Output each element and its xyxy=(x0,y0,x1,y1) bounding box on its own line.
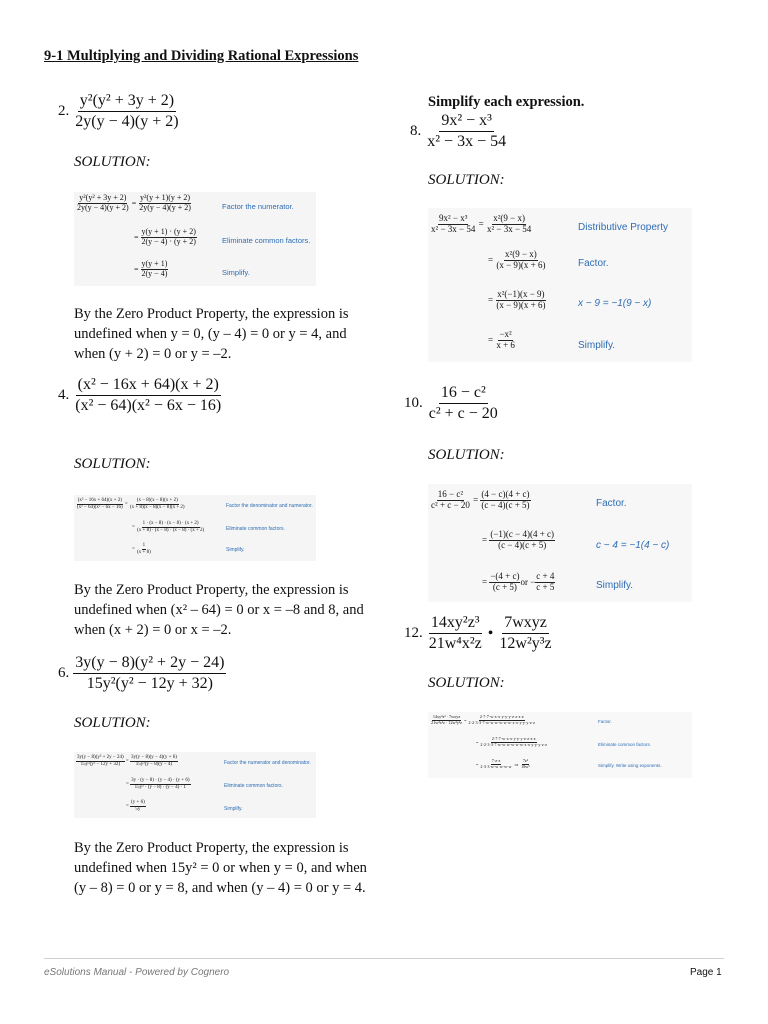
step-rhs-num: x²(9 − x) xyxy=(505,249,537,259)
problem-number: 2. xyxy=(58,103,70,120)
problem-number: 8. xyxy=(410,123,422,140)
step-note: Factor the numerator. xyxy=(222,202,294,211)
step-rhs-num: y(y + 1) · (y + 2) xyxy=(141,227,196,236)
step-rhs-den: (x + 8) · (x − 8) · (x − 8) · (x + 2) xyxy=(137,527,205,533)
step-note: Eliminate common factors. xyxy=(598,742,652,747)
solution-label: SOLUTION: xyxy=(74,715,151,731)
step-rhs-num: 2·7·7·w·x·x·y·y·y·z·z·z·z xyxy=(491,736,536,741)
page-title: 9-1 Multiplying and Dividing Rational Expressions xyxy=(44,48,359,64)
solution-steps: $\frac{\text{16 − c²}}{\text{c² + c − 20}}$ = $\frac{(4 - c)(4 + c)}{(c - 4)(c + 5)}$ = $\frac{(-1)(c - 4)(4 + c)}{(c - 4)(c + 5)}$ = $\frac{-(4 + c)}{(c + 5)}$ or − $\frac{c + 4}{c + 5}$ Factor. c − 4 = −1(4 − c) Simplify. xyxy=(428,484,692,602)
step-rhs-num: −(4 + c) xyxy=(490,571,520,581)
step-note: Simplify. xyxy=(226,547,245,553)
step-rhs-num: −x² xyxy=(499,329,512,339)
step-rhs-num: y(y + 1) xyxy=(141,259,168,268)
problem-8 xyxy=(410,112,508,152)
denominator: 2y(y − 4)(y + 2) xyxy=(75,113,179,131)
step-rhs-num: 3y(y − 8)(y − 4)(y + 6) xyxy=(130,755,177,760)
step-rhs-num: x²(9 − x) xyxy=(493,213,525,223)
problem-6 xyxy=(58,654,226,694)
step-note: Eliminate common factors. xyxy=(226,526,285,532)
step-rhs-num: 2·7·7·w·x·x·y·y·y·z·z·z·z xyxy=(479,714,524,719)
step-note: Eliminate common factors. xyxy=(222,236,311,245)
step-note: Factor. xyxy=(598,719,612,724)
explanation: By the Zero Product Property, the expression is undefined when y = 0, (y – 4) = 0 or y = 4, and when (y + 2) = 0 or y = –2. xyxy=(74,306,349,362)
step-rhs-den: (c − 4)(c + 5) xyxy=(481,499,530,510)
solution-label: SOLUTION: xyxy=(74,456,151,472)
step-note: c − 4 = −1(4 − c) xyxy=(596,540,670,551)
step-rhs-num: y²(y + 1)(y + 2) xyxy=(140,193,191,202)
step-rhs-den: (x − 9)(x + 6) xyxy=(496,259,546,270)
step-lhs-num: (x² − 16x + 64)(x + 2) xyxy=(77,498,122,503)
denominator: 12w²y³z xyxy=(499,635,552,653)
step-rhs-num: (4 − c)(4 + c) xyxy=(481,489,530,499)
step-note: Factor. xyxy=(578,258,609,269)
denominator: c² + c − 20 xyxy=(428,405,498,423)
step-note: Eliminate common factors. xyxy=(224,783,283,789)
explanation: By the Zero Product Property, the expression is undefined when 15y² = 0 or when y = 0, and when (y – 8) = 0 or y = 8, and when (y – 4) = 0 or y = 4. xyxy=(74,840,367,896)
solution-steps: $\frac{\text{9x² − x³}}{\text{x² − 3x − 54}}$ = $\frac{\text{x²(9 − x)}}{\text{x² − 3x − 54}}$ = $\frac{\text{x²(9 − x)}}{(x - 9)(x + 6)}$ = $\frac{\text{x²(−1)(x − 9)}}{(x - 9)(x + 6)}$ = $\frac{\text{−x²}}{x + 6}$ Distributive Property Factor. x − 9 = −1(9 − x) Simplify. xyxy=(428,208,692,362)
solution-label: SOLUTION: xyxy=(428,447,505,463)
step-note: Simplify. xyxy=(596,580,634,591)
numerator: 3y(y − 8)(y² + 2y − 24) xyxy=(73,654,226,674)
step-alt-num: 7z² xyxy=(522,758,529,763)
solution-steps: $\frac{\text{y²(y² + 3y + 2)}}{2y(y - 4)(y + 2)}$ = $\frac{\text{y²(y + 1)(y + 2)}}{2y(y - 4)(y + 2)}$ = $\frac{y(y + 1) \cdot (y + 2)}{2(y - 4) \cdot (y + 2)}$ = $\frac{y(y + 1)}{2(y - 4)}$ Factor the numerator. Eliminate common factors. Simplify. xyxy=(74,192,316,286)
denominator: (x² − 64)(x² − 6x − 16) xyxy=(75,397,222,415)
solution-steps: $\frac{\text{3y(y − 8)(y² + 2y − 24)}}{\text{15y²(y² − 12y + 32)}}$ = $\frac{3y(y - 8)(y - 4)(y + 6)}{\text{15y²(y − 8)(y − 4)}}$ = $\frac{3y \cdot (y - 8) \cdot (y - 4) \cdot (y + 6)}{\text{15y² · (y − 8) · (y − 4) · 1}}$ = $\frac{(y + 6)}{5y}$ Factor the numerator and denominator. Eliminate common factors. Simplify. xyxy=(74,752,316,818)
step-note: Simplify. xyxy=(224,806,243,812)
solution-steps: $\frac{\text{(x² − 16x + 64)(x + 2)}}{\text{(x² − 64)(x² − 6x − 16)}}$ = $\frac{(x - 8)(x - 8)(x + 2)}{(x + 8)(x - 8)(x - 8)(x + 2)}$ = $\frac{1 \cdot (x - 8) \cdot (x - 8) \cdot (x + 2)}{(x + 8) \cdot (x - 8) \cdot (x - 8) \cdot (x + 2)}$ = $\frac{1}{(x + 8)}$ Factor the denominator and numerator. Eliminate common factors. Simplify. xyxy=(74,495,316,561)
factor-1 xyxy=(427,614,484,654)
step-lhs-den: 15y²(y² − 12y + 32) xyxy=(80,761,121,767)
step-rhs-den: 2(y − 4) · (y + 2) xyxy=(141,236,196,246)
numerator: 7wxyz xyxy=(502,614,549,634)
step-or: or − xyxy=(520,577,536,588)
step-rhs-den: 5y xyxy=(135,806,141,812)
factor-2 xyxy=(497,614,553,654)
footer-credit: eSolutions Manual - Powered by Cognero xyxy=(44,967,230,978)
step-rhs-den: 15y² · (y − 8) · (y − 4) · 1 xyxy=(134,784,186,790)
problem-number: 10. xyxy=(404,395,423,412)
step-lhs-den: 2y(y − 4)(y + 2) xyxy=(77,202,129,212)
step-lhs-num: 9x² − x³ xyxy=(438,213,468,223)
denominator: x² − 3x − 54 xyxy=(427,133,507,151)
step-alt-den: c + 5 xyxy=(536,581,555,592)
step-lhs-num: 3y(y − 8)(y² + 2y − 24) xyxy=(77,755,124,760)
problem-expression xyxy=(425,112,508,152)
step-rhs-num: 3y · (y − 8) · (y − 4) · (y + 6) xyxy=(131,778,190,783)
denominator: 15y²(y² − 12y + 32) xyxy=(86,675,213,693)
step-rhs-den: 2·2·3·3·7·w·w·w·w·w·w·x·x·y·y·y·z·z xyxy=(480,741,547,747)
step-lhs-den: x² − 3x − 54 xyxy=(431,223,476,234)
step-note: Simplify. Write using exponents. xyxy=(598,763,662,768)
step-or: or xyxy=(514,761,519,767)
step-rhs-num: (−1)(c − 4)(4 + c) xyxy=(490,529,555,539)
explanation: By the Zero Product Property, the expression is undefined when (x² – 64) = 0 or x = –8 and 8, and when (x + 2) = 0 or x = –2. xyxy=(74,582,364,638)
problem-number: 12. xyxy=(404,625,423,642)
step-rhs-num: x²(−1)(x − 9) xyxy=(497,289,545,299)
step-rhs-den: x + 6 xyxy=(496,339,515,350)
problem-number: 4. xyxy=(58,387,70,404)
problem-10 xyxy=(404,384,500,424)
step-rhs-den: (c − 4)(c + 5) xyxy=(498,539,547,550)
step-note: Factor. xyxy=(596,498,627,509)
denominator: 21w⁴x²z xyxy=(428,635,482,653)
step-lhs-den: c² + c − 20 xyxy=(431,499,470,510)
step-rhs-den: 2·3·3·w·w·w·w·w xyxy=(480,763,512,769)
numerator: 9x² − x³ xyxy=(439,112,494,132)
step-note: Factor the numerator and denominator. xyxy=(224,760,311,766)
step-rhs-num: 1 xyxy=(142,543,146,548)
step-lhs-num: y²(y² + 3y + 2) xyxy=(79,193,127,202)
step-alt-num: c + 4 xyxy=(536,571,555,581)
numerator: y²(y² + 3y + 2) xyxy=(78,92,176,112)
step-rhs-num: (x − 8)(x − 8)(x + 2) xyxy=(136,498,178,503)
numerator: 16 − c² xyxy=(439,384,488,404)
solution-steps: 14xy²z³ · 7wxyz 21w⁴x²z · 12w²y³z = $\frac{2\cdot 7\cdot 7\cdot w\cdot x\cdot x\cdot y\cdot y\cdot y\cdot z\cdot z\cdot z\cdot z}{2\cdot 2\cdot 3\cdot 3\cdot 7\cdot w\cdot w\cdot w\cdot w\cdot w\cdot w\cdot x\cdot x\cdot y\cdot y\cdot y\cdot z\cdot z}$ = $\frac{2\cdot 7\cdot 7\cdot w\cdot x\cdot x\cdot y\cdot y\cdot y\cdot z\cdot z\cdot z\cdot z}{2\cdot 2\cdot 3\cdot 3\cdot 7\cdot w\cdot w\cdot w\cdot w\cdot w\cdot w\cdot x\cdot x\cdot y\cdot y\cdot y\cdot z\cdot z}$ = $\frac{7\cdot z\cdot z}{2\cdot 3\cdot 3\cdot w\cdot w\cdot w\cdot w\cdot w}$ or $\frac{\text{7z²}}{\text{18w⁵}}$ Factor. Eliminate common factors. Simplify. Write using exponents. xyxy=(428,712,692,778)
step-lhs-num: 16 − c² xyxy=(437,489,464,499)
problem-expression xyxy=(73,654,226,694)
step-rhs-den: 15y²(y − 8)(y − 4) xyxy=(135,761,173,767)
step-lhs-den: (x² − 64)(x² − 6x − 16) xyxy=(77,504,123,510)
step-lhs-num: 14xy²z³ · 7wxyz xyxy=(432,714,461,719)
step-note: Simplify. xyxy=(222,268,250,277)
step-rhs-num: 1 · (x − 8) · (x − 8) · (x + 2) xyxy=(142,521,199,526)
problem-expression xyxy=(73,376,223,416)
step-rhs-den: (c + 5) xyxy=(492,581,517,592)
multiply-operator: • xyxy=(487,624,494,642)
step-note: Distributive Property xyxy=(578,222,669,233)
step-rhs-den: 2y(y − 4)(y + 2) xyxy=(139,202,191,212)
step-note: Simplify. xyxy=(578,340,616,351)
step-note: Factor the denominator and numerator. xyxy=(226,503,313,509)
solution-label: SOLUTION: xyxy=(74,154,151,170)
problem-12 xyxy=(404,614,554,654)
numerator: 14xy²z³ xyxy=(429,614,482,634)
step-alt-den: 18w⁵ xyxy=(521,763,530,769)
step-rhs-den: (x + 8)(x − 8)(x − 8)(x + 2) xyxy=(129,504,185,510)
problem-2 xyxy=(58,92,181,132)
step-rhs-num: (y + 6) xyxy=(131,800,145,805)
step-rhs-den: (x + 8) xyxy=(137,549,151,555)
section-heading: Simplify each expression. xyxy=(428,94,585,110)
step-rhs-den: 2·2·3·3·7·w·w·w·w·w·w·x·x·y·y·y·z·z xyxy=(468,719,536,725)
problem-expression xyxy=(73,92,180,132)
problem-expression xyxy=(427,384,500,424)
problem-4 xyxy=(58,376,223,416)
solution-label: SOLUTION: xyxy=(428,172,505,188)
step-rhs-den: x² − 3x − 54 xyxy=(486,223,532,234)
step-rhs-den: (x − 9)(x + 6) xyxy=(496,299,546,310)
step-rhs-den: 2(y − 4) xyxy=(141,268,168,278)
step-lhs-den: 21w⁴x²z · 12w²y³z xyxy=(431,719,463,725)
numerator: (x² − 16x + 64)(x + 2) xyxy=(76,376,221,396)
step-note: x − 9 = −1(9 − x) xyxy=(578,298,652,309)
page-number: Page 1 xyxy=(690,967,722,978)
footer-divider xyxy=(44,958,724,959)
step-rhs-num: 7·z·z xyxy=(491,758,501,763)
solution-label: SOLUTION: xyxy=(428,675,505,691)
problem-number: 6. xyxy=(58,665,70,682)
